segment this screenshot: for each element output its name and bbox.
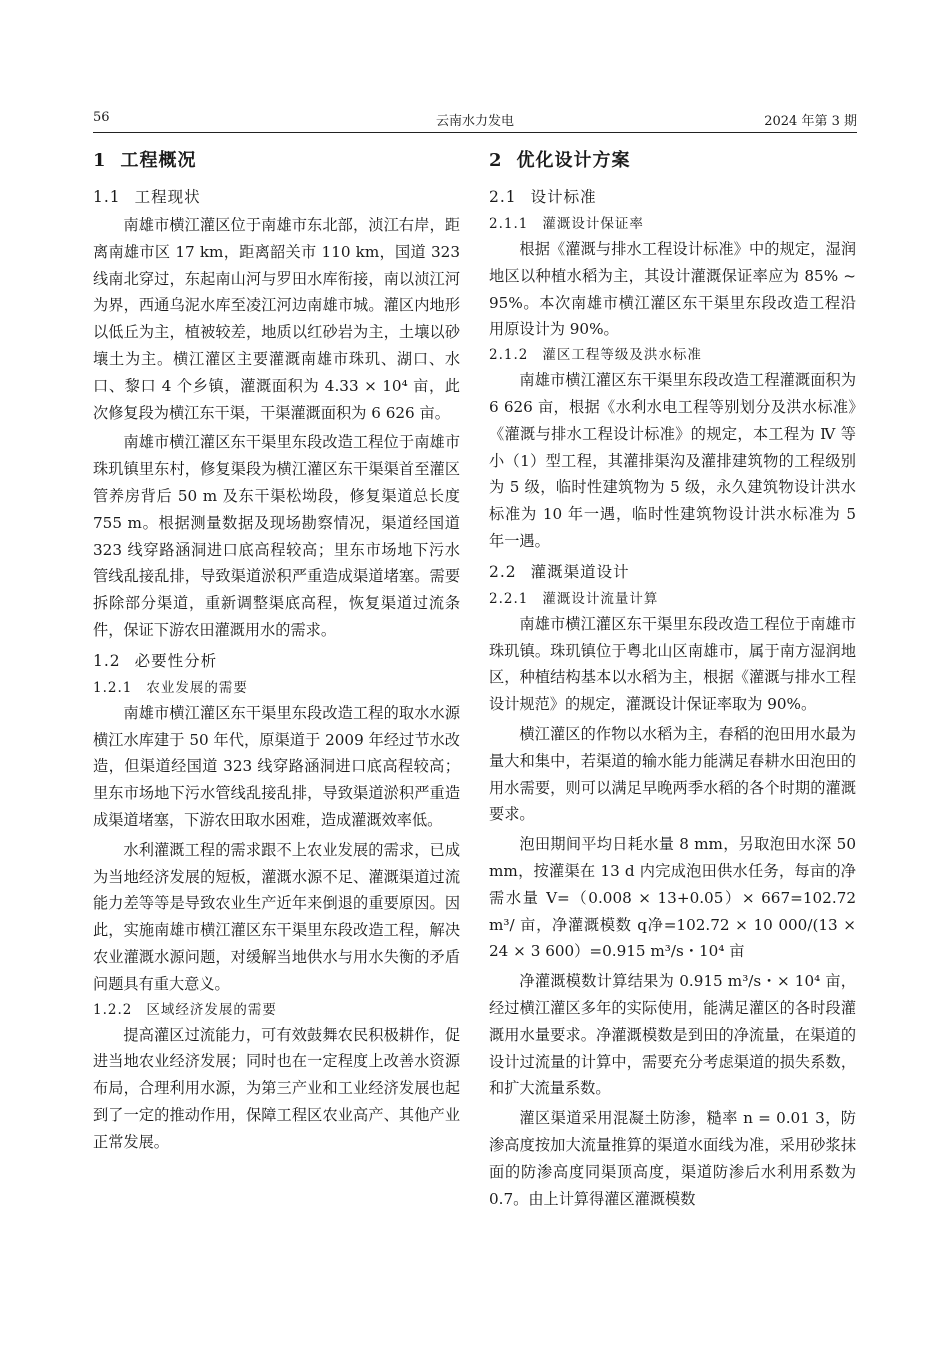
paragraph: 根据《灌溉与排水工程设计标准》中的规定，湿润地区以种植水稻为主，其设计灌溉保证率应为 85% ~ 95%。本次南雄市横江灌区东干渠里东段改造工程沿用原设计为 90%。 — [489, 240, 856, 339]
section-1-2-1-heading: 1.2.1 农业发展的需要 — [93, 679, 248, 696]
section-2-1-heading: 2.1 设计标准 — [489, 188, 597, 206]
paragraph: 南雄市横江灌区东干渠里东段改造工程位于南雄市珠玑镇里东村，修复渠段为横江灌区东干渠渠首至灌区管养房背后 50 m 及东干渠松坳段，修复渠道总长度 755 m。根据测量数据及现场勘察情况，渠道经国道 323 线穿路涵洞进口底高程较高；里东市场地下污水管线乱接乱排，导致渠道淤积严重造成渠道堵塞。需要拆除部分渠道，重新调整渠底高程，恢复渠道过流条件，保证下游农田灌溉用水的需求。 — [93, 433, 460, 639]
paragraph: 横江灌区的作物以水稻为主，春稻的泡田用水最为量大和集中，若渠道的输水能力能满足春耕水田泡田的用水需要，则可以满足早晚两季水稻的各个时期的灌溉要求。 — [489, 724, 856, 824]
section-1-2-heading: 1.2 必要性分析 — [93, 651, 218, 670]
header-rule — [93, 132, 857, 133]
section-1-1-heading: 1.1 工程现状 — [93, 188, 201, 206]
paragraph: 南雄市横江灌区位于南雄市东北部，浈江右岸，距离南雄市区 17 km，距离韶关市 110 km，国道 323 线南北穿过，东起南山河与罗田水库衔接，南以浈江河为界，西通乌泥水库至凌江河边南雄市城。灌区内地形以低丘为主，植被较差，地质以红砂岩为主，土壤以砂壤土为主。横江灌区主要灌溉南雄市珠玑、湖口、水口、黎口 4 个乡镇，灌溉面积为 4.33 × 10⁴ 亩，此次修复段为横江东干渠，干渠灌溉面积为 6 626 亩。 — [93, 216, 460, 422]
section-1-2-2-heading: 1.2.2 区域经济发展的需要 — [93, 1001, 277, 1018]
section-2-heading: 2 优化设计方案 — [489, 150, 631, 171]
paragraph: 南雄市横江灌区东干渠里东段改造工程灌溉面积为 6 626 亩，根据《水利水电工程等别划分及洪水标准》《灌溉与排水工程设计标准》的规定，本工程为 Ⅳ 等小（1）型工程，其灌排渠沟及灌排建筑物的工程级别为 5 级，临时性建筑物为 5 级，永久建筑物设计洪水标准为 10 年一遇，临时性建筑物设计洪水标准为 5 年一遇。 — [489, 371, 856, 550]
page-number: 56 — [93, 110, 110, 125]
section-2-2-heading: 2.2 灌溉渠道设计 — [489, 562, 630, 581]
paragraph: 灌区渠道采用混凝土防渗，糙率 n = 0.01 3，防渗高度按加大流量推算的渠道水面线为准，采用砂浆抹面的防渗高度同渠顶高度，渠道防渗后水利用系数为 0.7。由上计算得灌区灌溉模数 — [489, 1109, 856, 1208]
issue-label: 2024 年第 3 期 — [764, 114, 857, 129]
journal-title: 云南水力发电 — [435, 114, 514, 129]
paragraph: 净灌溉模数计算结果为 0.915 m³/s・× 10⁴ 亩，经过横江灌区多年的实际使用，能满足灌区的各时段灌溉用水量要求。净灌溉模数是到田的净流量，在渠道的设计过流量的计算中，需要充分考虑渠道的损失系数，和扩大流量系数。 — [489, 972, 856, 1098]
section-2-2-1-heading: 2.2.1 灌溉设计流量计算 — [489, 590, 659, 607]
paragraph: 提高灌区过流能力，可有效鼓舞农民积极耕作，促进当地农业经济发展；同时也在一定程度上改善水资源布局，合理利用水源，为第三产业和工业经济发展也起到了一定的推动作用，保障工程区农业高产、其他产业正常发展。 — [93, 1025, 460, 1151]
paragraph: 水利灌溉工程的需求跟不上农业发展的需求，已成为当地经济发展的短板，灌溉水源不足、灌溉渠道过流能力差等等是导致农业生产近年来倒退的重要原因。因此，实施南雄市横江灌区东干渠里东段改造工程，解决农业灌溉水源问题，对缓解当地供水与用水失衡的矛盾问题具有重大意义。 — [93, 840, 460, 993]
section-2-1-1-heading: 2.1.1 灌溉设计保证率 — [489, 216, 644, 232]
left-column — [93, 143, 460, 1156]
page-header — [93, 110, 857, 130]
paragraph: 南雄市横江灌区东干渠里东段改造工程的取水水源横江水库建于 50 年代，原渠道于 2009 年经过节水改造，但渠道经国道 323 线穿路涵洞进口底高程较高；里东市场地下污水管线乱接乱排，导致渠道淤积严重造成渠道堵塞，下游农田取水困难，造成灌溉效率低。 — [93, 703, 460, 829]
right-column — [489, 143, 856, 1212]
section-1-heading: 1 工程概况 — [93, 150, 197, 171]
paragraph: 南雄市横江灌区东干渠里东段改造工程位于南雄市珠玑镇。珠玑镇位于粤北山区南雄市，属于南方湿润地区，种植结构基本以水稻为主，根据《灌溉与排水工程设计规范》的规定，灌溉设计保证率取为 90%。 — [489, 614, 856, 714]
section-2-1-2-heading: 2.1.2 灌区工程等级及洪水标准 — [489, 347, 702, 364]
paragraph: 泡田期间平均日耗水量 8 mm，另取泡田水深 50 mm，按灌渠在 13 d 内完成泡田供水任务，每亩的净需水量 V=（0.008 × 13+0.05）× 667=102.72 m³/ 亩，净灌溉模数 q净=102.72 × 10 000/(13 × 24 × 3 600）=0.915 m³/s・10⁴ 亩 — [489, 835, 856, 961]
